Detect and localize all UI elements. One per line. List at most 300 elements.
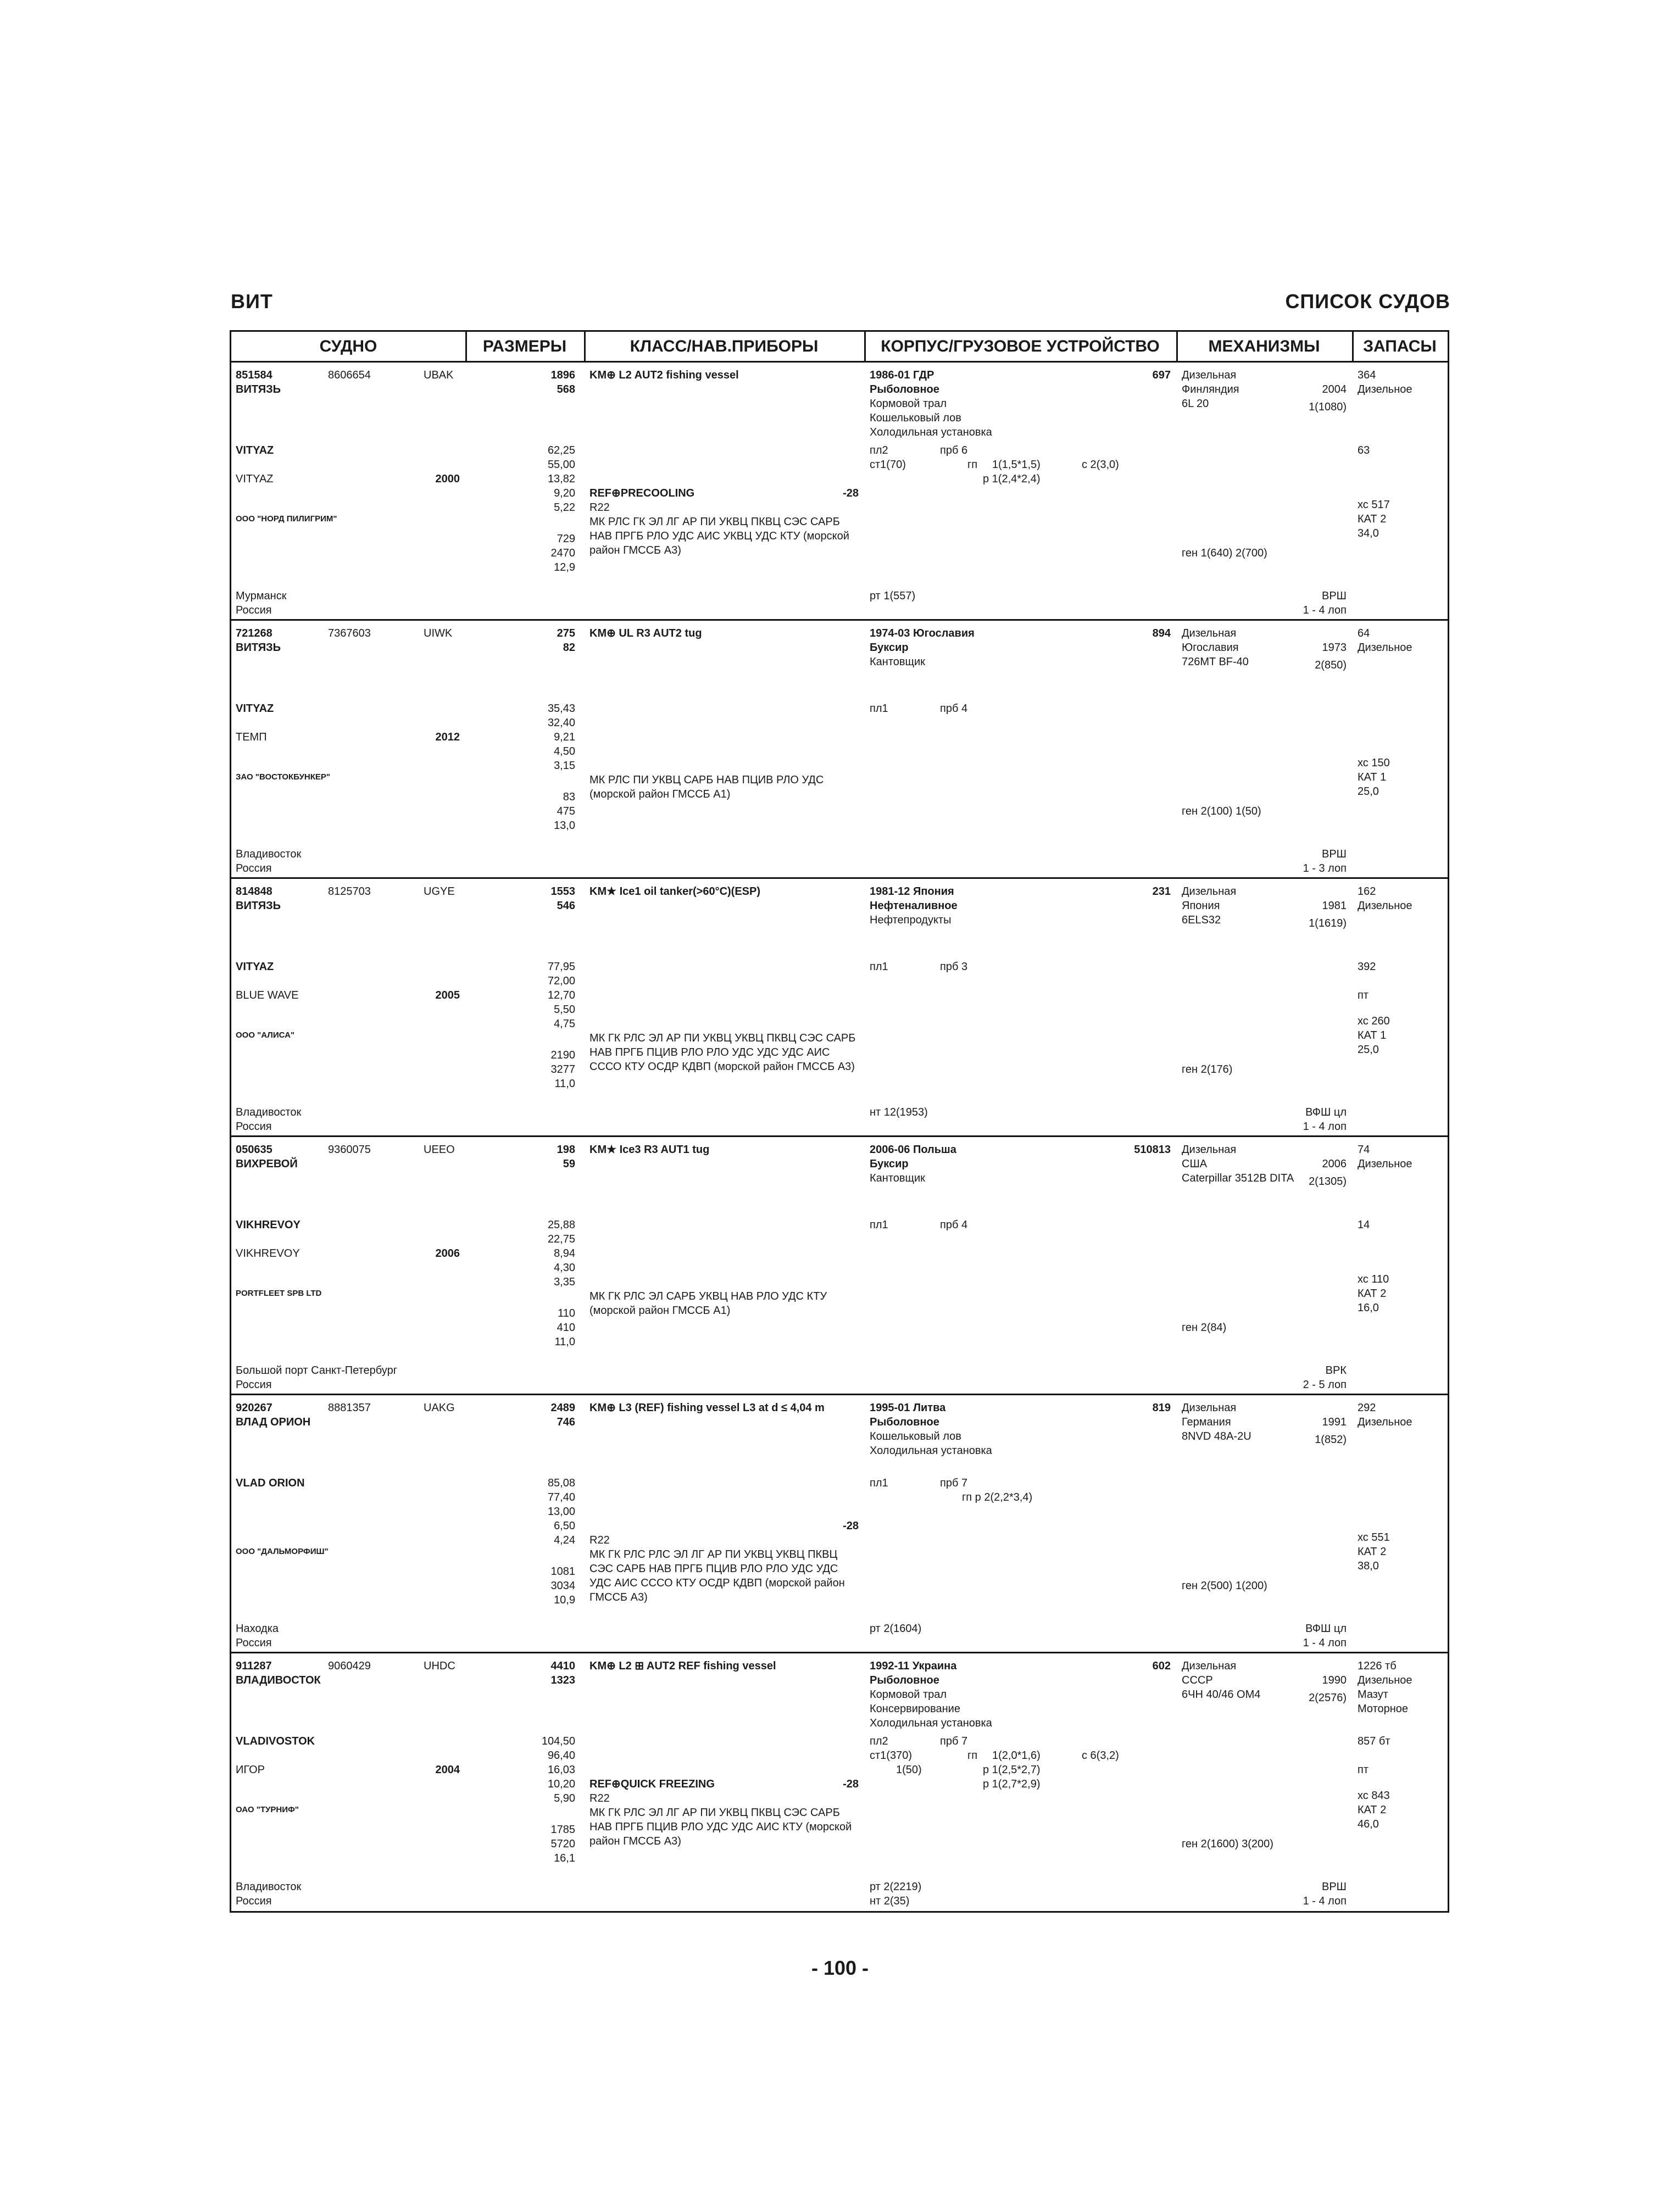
ship-class: KM⊕ L2 AUT2 fishing vessel <box>589 369 739 381</box>
ship-name: ВИТЯЗЬ <box>236 900 281 912</box>
ship-dimension: 77,40 <box>547 1491 575 1503</box>
ship-nav-equipment: МК РЛС ПИ УКВЦ САРБ НАВ ПЦИВ РЛО УДС (морской район ГМССБ А1) <box>589 774 824 800</box>
ship-propeller-blades: 1 - 4 лоп <box>1303 604 1347 616</box>
ship-store-value: 14 <box>1358 1219 1370 1231</box>
ship-dimension: 10,9 <box>554 1594 575 1606</box>
ship-dimension: 13,82 <box>547 473 575 485</box>
ship-engine-type: Дизельная <box>1182 627 1237 639</box>
ship-dimension: 1323 <box>550 1674 575 1686</box>
ship-store-value: 63 <box>1358 444 1370 456</box>
ship-latin-name: VLADIVOSTOK <box>236 1735 315 1747</box>
page-number: - 100 - <box>811 1957 869 1979</box>
ship-class-extra: REF⊕QUICK FREEZING <box>589 1778 715 1790</box>
ship-dimension: 5,50 <box>554 1004 575 1016</box>
ship-fuel-type: Дизельное <box>1358 900 1412 912</box>
ship-fuel-quantity: 64 <box>1358 627 1370 639</box>
ship-engine-year: 1990 <box>1322 1674 1347 1686</box>
ship-dimension: 729 <box>557 533 575 545</box>
ship-dimension: 5720 <box>550 1838 575 1850</box>
ship-dimension: 568 <box>557 383 575 395</box>
ship-dimension: 1081 <box>550 1566 575 1578</box>
ship-cargo-refrig: хс 260 <box>1358 1015 1390 1027</box>
ship-rename-year: 2012 <box>435 731 460 743</box>
ship-nav-equipment: МК ГК РЛС ЭЛ ЛГ АР ПИ УКВЦ ПКВЦ СЭС САРБ НАВ ПРГБ ПЦИВ РЛО УДС УДС АИС КТУ (морской район ГМССБ А3) <box>589 1807 852 1847</box>
ship-port: Мурманск <box>236 590 287 602</box>
ship-imo: 8125703 <box>328 885 371 898</box>
ship-dimension: 746 <box>557 1416 575 1428</box>
ship-store-value: 857 бт <box>1358 1735 1390 1747</box>
ship-latin-name: VITYAZ <box>236 444 274 456</box>
ship-hatch: 1(2,0*1,6) <box>992 1750 1041 1762</box>
ship-tonnage: рт 2(1604) <box>870 1623 922 1635</box>
col-divider <box>584 332 586 363</box>
ship-store-value: 392 <box>1358 961 1376 973</box>
ship-fuel-quantity: 162 <box>1358 885 1376 898</box>
ship-fuel-type: Дизельное <box>1358 1158 1412 1170</box>
ship-built: 1974-03 Югославия <box>870 627 975 639</box>
ship-dimension: 3277 <box>550 1063 575 1076</box>
ship-fuel-type: Дизельное <box>1358 1416 1412 1428</box>
ship-type: Нефтеналивное <box>870 900 958 912</box>
ship-dimension: 198 <box>557 1144 575 1156</box>
ship-category-value: 38,0 <box>1358 1560 1379 1572</box>
ship-dimension: 4,75 <box>554 1018 575 1030</box>
ship-engine-power: 1(1619) <box>1309 917 1347 929</box>
ship-cargo-refrig: хс 517 <box>1358 499 1390 511</box>
ship-country: Россия <box>236 862 272 874</box>
ship-fuel-type: Дизельное <box>1358 642 1412 654</box>
ship-class: KM⊕ L3 (REF) fishing vessel L3 at d ≤ 4,04 m <box>589 1402 825 1414</box>
ship-nav-equipment: МК ГК РЛС ЭЛ САРБ УКВЦ НАВ РЛО УДС КТУ (морской район ГМССБ А1) <box>589 1290 827 1317</box>
ship-holds: пл1 <box>870 1219 888 1231</box>
ship-dimension: 5,90 <box>554 1792 575 1804</box>
ship-cargo-refrig: хс 551 <box>1358 1531 1390 1544</box>
ship-record <box>231 1395 1448 1653</box>
ship-former-name: ТЕМП <box>236 731 267 743</box>
ship-engine-type: Дизельная <box>1182 885 1237 898</box>
col-divider <box>1176 332 1178 363</box>
ship-nav-equipment: МК ГК РЛС ЭЛ АР ПИ УКВЦ УКВЦ ПКВЦ СЭС САРБ НАВ ПРГБ ПЦИВ РЛО РЛО УДС УДС УДС АИС СССО КТУ ОСДР КДВП (морской район ГМССБ А3) <box>589 1032 856 1073</box>
ship-gear: Холодильная установка <box>870 1717 992 1729</box>
ship-owner: ООО "ДАЛЬМОРФИШ" <box>236 1547 329 1556</box>
ship-dimension: 9,20 <box>554 487 575 499</box>
ship-tonnage: нт 12(1953) <box>870 1106 928 1118</box>
ship-class: KM★ Ice3 R3 AUT1 tug <box>589 1144 710 1156</box>
ship-propeller: ВРШ <box>1321 848 1347 860</box>
page-list-title: СПИСОК СУДОВ <box>1285 290 1450 313</box>
ship-dimension: 13,00 <box>547 1506 575 1518</box>
ship-hatch: гп р 2(2,2*3,4) <box>962 1491 1033 1503</box>
ship-gear: Холодильная установка <box>870 1445 992 1457</box>
ship-country: Россия <box>236 1121 272 1133</box>
ship-dimension: 16,1 <box>554 1852 575 1864</box>
ship-hatch: с 6(3,2) <box>1082 1750 1119 1762</box>
ship-hatch: р 1(2,5*2,7) <box>983 1764 1041 1776</box>
ship-dimension: 96,40 <box>547 1750 575 1762</box>
ship-engine-type: Дизельная <box>1182 1144 1237 1156</box>
ship-dimension: 110 <box>558 1307 575 1319</box>
ship-reg-number: 920267 <box>236 1402 272 1414</box>
ship-holds-count: прб 6 <box>940 444 968 456</box>
ship-holds-count: прб 4 <box>940 1219 968 1231</box>
ship-hull-number: 602 <box>1152 1660 1171 1672</box>
ship-fuel-type: Дизельное <box>1358 1674 1412 1686</box>
ship-category: КАТ 1 <box>1358 771 1387 783</box>
ship-nav-equipment: МК ГК РЛС РЛС ЭЛ ЛГ АР ПИ УКВЦ УКВЦ ПКВЦ СЭС САРБ НАВ ПРГБ ПЦИВ РЛО РЛО УДС УДС УДС АИС СССО КТУ ОСДР КДВП (морской район ГМССБ А3) <box>589 1548 845 1603</box>
ship-cargo-refrig: хс 150 <box>1358 757 1390 769</box>
ship-fuel-quantity: 1226 тб <box>1358 1660 1397 1672</box>
ship-hatch: 1(50) <box>896 1764 922 1776</box>
ship-refrigerant: R22 <box>589 1534 610 1546</box>
ship-hatch: 1(1,5*1,5) <box>992 459 1041 471</box>
ship-imo: 8606654 <box>328 369 371 381</box>
ship-propeller-blades: 1 - 4 лоп <box>1303 1121 1347 1133</box>
ship-gear: Кормовой трал <box>870 1689 947 1701</box>
ship-former-name: VIKHREVOY <box>236 1247 300 1260</box>
ship-gear: Холодильная установка <box>870 426 992 438</box>
page-section-title: ВИТ <box>231 290 273 313</box>
ship-hull-number: 894 <box>1152 627 1171 639</box>
ship-category-value: 34,0 <box>1358 527 1379 539</box>
ship-gear: Кошельковый лов <box>870 412 961 424</box>
ship-name: ВИТЯЗЬ <box>236 642 281 654</box>
ship-hatch: ст1(70) <box>870 459 906 471</box>
ship-dimension: 11,0 <box>554 1078 575 1090</box>
ship-dimension: 5,22 <box>554 502 575 514</box>
ship-latin-name: VITYAZ <box>236 703 274 715</box>
ship-holds-count: прб 7 <box>940 1477 968 1489</box>
ship-store-value: пт <box>1358 989 1369 1001</box>
ship-generators: ген 2(176) <box>1182 1063 1233 1076</box>
ship-refrigerant: R22 <box>589 502 610 514</box>
ship-dimension: 4,30 <box>554 1262 575 1274</box>
ship-net-tonnage: нт 2(35) <box>870 1895 910 1907</box>
ship-built: 2006-06 Польша <box>870 1144 956 1156</box>
ship-dimension: 475 <box>557 805 575 817</box>
ship-owner: ООО "АЛИСА" <box>236 1030 295 1040</box>
ship-name: ВИТЯЗЬ <box>236 383 281 395</box>
ship-class: KM★ Ice1 oil tanker(>60°C)(ESP) <box>589 885 761 898</box>
col-divider <box>465 332 467 363</box>
ship-dimension: 546 <box>557 900 575 912</box>
ship-refrig-temp: -28 <box>843 1520 859 1532</box>
ship-class: KM⊕ UL R3 AUT2 tug <box>589 627 702 639</box>
ship-hatch: р 1(2,7*2,9) <box>983 1778 1041 1790</box>
ship-class-extra: REF⊕PRECOOLING <box>589 487 695 499</box>
ship-country: Россия <box>236 1895 272 1907</box>
ship-engine-country: Германия <box>1182 1416 1231 1428</box>
ship-dimension: 55,00 <box>547 459 575 471</box>
ship-latin-name: VLAD ORION <box>236 1477 305 1489</box>
ship-fuel-quantity: 364 <box>1358 369 1376 381</box>
ship-dimension: 13,0 <box>554 820 575 832</box>
ship-built: 1981-12 Япония <box>870 885 954 898</box>
ship-hull-number: 697 <box>1152 369 1171 381</box>
ship-dimension: 32,40 <box>547 717 575 729</box>
col-header-dims: РАЗМЕРЫ <box>465 332 584 363</box>
ship-rename-year: 2005 <box>435 989 460 1001</box>
col-divider <box>1352 332 1354 363</box>
ship-category: КАТ 2 <box>1358 1804 1387 1816</box>
ship-hatch: с 2(3,0) <box>1082 459 1119 471</box>
ship-category: КАТ 1 <box>1358 1029 1387 1041</box>
ship-propeller-blades: 1 - 3 лоп <box>1303 862 1347 874</box>
ship-country: Россия <box>236 1379 272 1391</box>
ship-callsign: UHDC <box>424 1660 455 1672</box>
ship-reg-number: 721268 <box>236 627 272 639</box>
ship-engine-model: 8NVD 48A-2U <box>1182 1430 1251 1442</box>
ship-reg-number: 050635 <box>236 1144 272 1156</box>
ship-rename-year: 2000 <box>435 473 460 485</box>
col-divider <box>864 332 866 363</box>
ship-dimension: 6,50 <box>554 1520 575 1532</box>
ship-name: ВЛАД ОРИОН <box>236 1416 311 1428</box>
ship-engine-power: 2(1305) <box>1309 1176 1347 1188</box>
ship-dimension: 11,0 <box>554 1336 575 1348</box>
ship-country: Россия <box>236 1637 272 1649</box>
ship-imo: 8881357 <box>328 1402 371 1414</box>
ship-category-value: 46,0 <box>1358 1818 1379 1830</box>
ship-record <box>231 879 1448 1137</box>
ship-engine-country: Япония <box>1182 900 1220 912</box>
ship-dimension: 4,50 <box>554 745 575 757</box>
ship-engine-model: Caterpillar 3512B DITA <box>1182 1172 1294 1184</box>
ship-engine-country: СССР <box>1182 1674 1213 1686</box>
ship-refrig-temp: -28 <box>843 487 859 499</box>
ship-category-value: 25,0 <box>1358 786 1379 798</box>
ship-fuel-type: Мазут <box>1358 1689 1388 1701</box>
ship-dimension: 104,50 <box>541 1735 575 1747</box>
ship-engine-type: Дизельная <box>1182 1402 1237 1414</box>
ship-engine-model: 726MT BF-40 <box>1182 656 1249 668</box>
col-header-engines: МЕХАНИЗМЫ <box>1176 332 1352 363</box>
ship-name: ВЛАДИВОСТОК <box>236 1674 321 1686</box>
ship-cargo-refrig: хс 843 <box>1358 1790 1390 1802</box>
ship-dimension: 2190 <box>550 1049 575 1061</box>
ship-latin-name: VIKHREVOY <box>236 1219 301 1231</box>
ship-refrigerant: R22 <box>589 1792 610 1804</box>
ship-refrig-temp: -28 <box>843 1778 859 1790</box>
ship-dimension: 12,9 <box>554 561 575 573</box>
ship-built: 1995-01 Литва <box>870 1402 946 1414</box>
ship-dimension: 1553 <box>550 885 575 898</box>
ship-owner: ООО "НОРД ПИЛИГРИМ" <box>236 514 337 523</box>
ship-engine-model: 6L 20 <box>1182 398 1209 410</box>
ship-dimension: 410 <box>557 1322 575 1334</box>
ship-propeller: ВФШ цл <box>1305 1623 1347 1635</box>
ship-dimension: 3,15 <box>554 760 575 772</box>
ship-engine-model: 6ELS32 <box>1182 914 1221 926</box>
ship-engine-country: Финляндия <box>1182 383 1239 395</box>
ship-former-name: ИГОР <box>236 1764 265 1776</box>
ship-fuel-type: Дизельное <box>1358 383 1412 395</box>
col-header-class: КЛАСС/НАВ.ПРИБОРЫ <box>584 332 864 363</box>
ship-dimension: 16,03 <box>547 1764 575 1776</box>
ship-holds: пл1 <box>870 961 888 973</box>
ship-engine-type: Дизельная <box>1182 369 1237 381</box>
ship-holds-count: прб 3 <box>940 961 968 973</box>
ship-former-name: BLUE WAVE <box>236 989 299 1001</box>
ship-dimension: 10,20 <box>547 1778 575 1790</box>
ship-dimension: 83 <box>563 791 575 803</box>
ship-type: Буксир <box>870 642 909 654</box>
ship-dimension: 8,94 <box>554 1247 575 1260</box>
ship-hull-number: 819 <box>1152 1402 1171 1414</box>
ship-dimension: 62,25 <box>547 444 575 456</box>
ship-holds-count: прб 7 <box>940 1735 968 1747</box>
ship-dimension: 275 <box>557 627 575 639</box>
ship-engine-country: США <box>1182 1158 1208 1170</box>
ship-owner: ЗАО "ВОСТОКБУНКЕР" <box>236 772 331 782</box>
ship-hatch: ст1(370) <box>870 1750 912 1762</box>
ship-tonnage: рт 2(2219) <box>870 1881 922 1893</box>
ship-callsign: UAKG <box>424 1402 455 1414</box>
ship-engine-power: 2(850) <box>1315 659 1347 671</box>
ship-hull-number: 510813 <box>1134 1144 1171 1156</box>
ship-gear: Консервирование <box>870 1703 960 1715</box>
ship-dimension: 3,35 <box>554 1276 575 1288</box>
ship-dimension: 22,75 <box>547 1233 575 1245</box>
ship-propeller: ВРШ <box>1321 590 1347 602</box>
ship-callsign: UEEO <box>424 1144 455 1156</box>
ship-port: Владивосток <box>236 1881 302 1893</box>
ship-propeller: ВРШ <box>1321 1881 1347 1893</box>
ship-owner: ОАО "ТУРНИФ" <box>236 1805 299 1814</box>
ship-category-value: 25,0 <box>1358 1044 1379 1056</box>
ship-engine-year: 1991 <box>1322 1416 1347 1428</box>
ship-built: 1986-01 ГДР <box>870 369 934 381</box>
ship-dimension: 85,08 <box>547 1477 575 1489</box>
ship-port: Находка <box>236 1623 279 1635</box>
ship-category: КАТ 2 <box>1358 1546 1387 1558</box>
ship-dimension: 82 <box>563 642 575 654</box>
ship-port: Большой порт Санкт-Петербург <box>236 1364 398 1377</box>
ship-dimension: 77,95 <box>547 961 575 973</box>
ship-engine-year: 2004 <box>1322 383 1347 395</box>
ship-reg-number: 911287 <box>236 1660 272 1672</box>
ship-engine-power: 2(2576) <box>1309 1692 1347 1704</box>
ship-dimension: 1896 <box>550 369 575 381</box>
ship-generators: ген 2(100) 1(50) <box>1182 805 1261 817</box>
ship-imo: 9060429 <box>328 1660 371 1672</box>
ship-engine-year: 1973 <box>1322 642 1347 654</box>
ship-port: Владивосток <box>236 848 302 860</box>
ship-cargo-refrig: хс 110 <box>1358 1273 1389 1285</box>
ship-fuel-quantity: 292 <box>1358 1402 1376 1414</box>
ship-engine-power: 1(1080) <box>1309 401 1347 413</box>
ship-holds: пл1 <box>870 1477 888 1489</box>
ship-callsign: UBAK <box>424 369 454 381</box>
ship-record <box>231 1653 1448 1912</box>
ship-built: 1992-11 Украина <box>870 1660 957 1672</box>
ship-former-name: VITYAZ <box>236 473 274 485</box>
ship-country: Россия <box>236 604 272 616</box>
ship-dimension: 2470 <box>550 547 575 559</box>
ship-gear: Кантовщик <box>870 1172 925 1184</box>
ship-record <box>231 1137 1448 1395</box>
ship-latin-name: VITYAZ <box>236 961 274 973</box>
ship-type: Рыболовное <box>870 1416 939 1428</box>
ship-generators: ген 2(500) 1(200) <box>1182 1580 1267 1592</box>
ship-dimension: 4410 <box>550 1660 575 1672</box>
ship-engine-country: Югославия <box>1182 642 1239 654</box>
ship-owner: PORTFLEET SPB LTD <box>236 1289 322 1298</box>
ship-engine-model: 6ЧН 40/46 ОМ4 <box>1182 1689 1261 1701</box>
ship-rename-year: 2004 <box>435 1764 460 1776</box>
ship-hull-number: 231 <box>1152 885 1171 898</box>
ship-record <box>231 363 1448 621</box>
ship-holds: пл2 <box>870 1735 888 1747</box>
ship-type: Рыболовное <box>870 1674 939 1686</box>
ship-propeller-blades: 2 - 5 лоп <box>1303 1379 1347 1391</box>
ship-imo: 7367603 <box>328 627 371 639</box>
ship-category: КАТ 2 <box>1358 513 1387 525</box>
ship-store-value: пт <box>1358 1764 1369 1776</box>
ship-holds: пл2 <box>870 444 888 456</box>
ship-holds-count: прб 4 <box>940 703 968 715</box>
col-header-stores: ЗАПАСЫ <box>1352 332 1448 363</box>
ship-hatch: р 1(2,4*2,4) <box>983 473 1041 485</box>
ship-engine-type: Дизельная <box>1182 1660 1237 1672</box>
ship-reg-number: 851584 <box>236 369 272 381</box>
ship-callsign: UGYE <box>424 885 455 898</box>
ship-propeller-blades: 1 - 4 лоп <box>1303 1637 1347 1649</box>
ship-imo: 9360075 <box>328 1144 371 1156</box>
ship-type: Рыболовное <box>870 383 939 395</box>
ship-engine-year: 2006 <box>1322 1158 1347 1170</box>
ship-class: KM⊕ L2 ⊞ AUT2 REF fishing vessel <box>589 1660 776 1672</box>
ship-rename-year: 2006 <box>435 1247 460 1260</box>
ship-propeller-blades: 1 - 4 лоп <box>1303 1895 1347 1907</box>
ship-dimension: 25,88 <box>547 1219 575 1231</box>
ship-engine-power: 1(852) <box>1315 1434 1347 1446</box>
ship-propeller: ВРК <box>1325 1364 1347 1377</box>
col-header-hull: КОРПУС/ГРУЗОВОЕ УСТРОЙСТВО <box>864 332 1176 363</box>
ship-tonnage: рт 1(557) <box>870 590 916 602</box>
ships-table <box>230 330 1449 1913</box>
ship-gear: Кормовой трал <box>870 398 947 410</box>
ship-record <box>231 621 1448 879</box>
ship-hatch: гп <box>967 1750 978 1762</box>
ship-name: ВИХРЕВОЙ <box>236 1158 298 1170</box>
ship-callsign: UIWK <box>424 627 453 639</box>
col-header-ship: СУДНО <box>231 332 465 363</box>
ship-generators: ген 2(1600) 3(200) <box>1182 1838 1273 1850</box>
ship-engine-year: 1981 <box>1322 900 1347 912</box>
ship-generators: ген 2(84) <box>1182 1322 1227 1334</box>
ship-dimension: 3034 <box>550 1580 575 1592</box>
ship-dimension: 35,43 <box>547 703 575 715</box>
ship-reg-number: 814848 <box>236 885 272 898</box>
ship-nav-equipment: МК РЛС ГК ЭЛ ЛГ АР ПИ УКВЦ ПКВЦ СЭС САРБ НАВ ПРГБ РЛО УДС АИС УКВЦ УДС КТУ (морской район ГМССБ А3) <box>589 516 849 556</box>
ship-gear: Кантовщик <box>870 656 925 668</box>
ship-holds: пл1 <box>870 703 888 715</box>
ship-dimension: 9,21 <box>554 731 575 743</box>
ship-fuel-quantity: 74 <box>1358 1144 1370 1156</box>
ship-fuel-type: Моторное <box>1358 1703 1409 1715</box>
ship-gear: Нефтепродукты <box>870 914 952 926</box>
ship-dimension: 12,70 <box>547 989 575 1001</box>
ship-type: Буксир <box>870 1158 909 1170</box>
ship-dimension: 1785 <box>550 1824 575 1836</box>
ship-propeller: ВФШ цл <box>1305 1106 1347 1118</box>
ship-generators: ген 1(640) 2(700) <box>1182 547 1267 559</box>
ship-dimension: 72,00 <box>547 975 575 987</box>
ship-hatch: гп <box>967 459 978 471</box>
ship-dimension: 4,24 <box>554 1534 575 1546</box>
ship-dimension: 59 <box>563 1158 575 1170</box>
ship-port: Владивосток <box>236 1106 302 1118</box>
